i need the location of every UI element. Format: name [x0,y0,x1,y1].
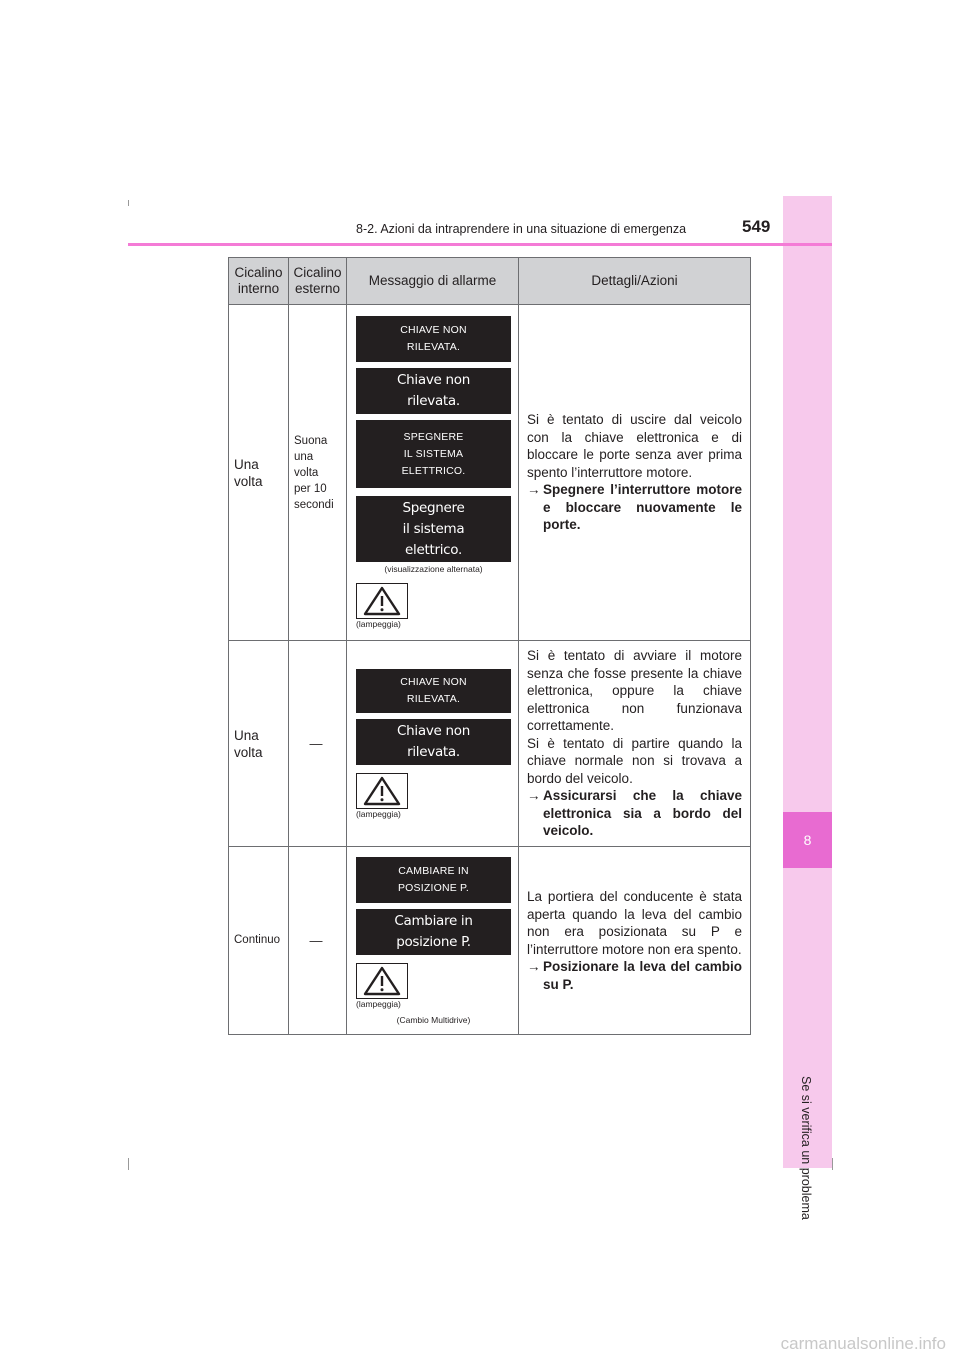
table-header-row [229,258,751,305]
chapter-number: 8 [783,812,832,868]
right-arrow-icon: → [527,482,541,498]
display-message-line: elettrico. [405,541,462,558]
display-message-line: il sistema [402,520,465,537]
no-sound-dash: — [309,735,323,751]
trim-mark [128,1158,129,1170]
display-message-line: CAMBIARE IN [398,864,469,877]
col-header-external-buzzer: Cicalino esterno [289,258,347,305]
display-message-line: Chiave non [397,372,470,388]
display-message-line: RILEVATA. [406,341,461,353]
transmission-note: (Cambio Multidrive) [396,1014,471,1025]
warning-note: (lampeggia) [356,998,401,1009]
display-message [356,496,511,562]
warning-light-box [356,773,408,809]
right-arrow-icon: → [527,788,541,804]
header-rule [128,243,832,246]
table-row [229,305,751,641]
display-message-line: IL SISTEMA [403,447,464,460]
watermark: carmanualsonline.info [780,1334,946,1353]
display-message [356,669,511,713]
warning-note: (lampeggia) [356,619,401,629]
trim-mark [832,1158,833,1170]
display-message-line: CHIAVE NON [400,324,467,336]
action-text: Assicurarsi che la chiave elettronica sia a bordo del veicolo. [543,788,742,839]
display-message [356,420,511,488]
display-note: (visualizzazione alternata) [384,564,483,574]
display-message [356,719,511,765]
display-message-line: Cambiare in [394,912,473,929]
right-arrow-icon: → [527,959,541,974]
action-text: Posizionare la leva del cambio su P. [543,959,742,992]
warning-light-box [356,963,408,999]
details-text: Si è tentato di avviare il motore senza che fosse presente la chiave elettronica, oppure la chiave elettronica non funzionava correttamente. [527,648,742,734]
chapter-side-tab [783,196,832,1220]
col-header-details-actions: Dettagli/Azioni [519,258,751,305]
internal-buzzer-cell: Continuo [229,847,289,1035]
warning-triangle-icon [362,586,402,616]
warning-triangle-icon [362,776,402,806]
details-cell [519,847,751,1035]
alarm-table [228,257,751,1035]
external-buzzer-cell: Suona una volta per 10 secondi [289,305,347,641]
details-cell [519,305,751,641]
section-title: 8-2. Azioni da intraprendere in una situazione di emergenza [356,222,687,236]
trim-mark [128,200,129,206]
no-sound-dash: — [309,932,323,948]
table-row [229,847,751,1035]
action-instruction [527,481,742,534]
internal-buzzer-cell: Una volta [229,305,289,641]
display-message-line: POSIZIONE P. [397,881,470,894]
action-text: Spegnere l’interruttore motore e bloccare nuovamente le porte. [543,482,742,533]
internal-buzzer-cell: Una volta [229,641,289,847]
display-message [356,909,511,955]
display-message [356,857,511,903]
external-buzzer-cell [289,847,347,1035]
warning-note: (lampeggia) [356,808,401,819]
col-header-internal-buzzer: Cicalino interno [229,258,289,305]
display-message-line: Spegnere [402,499,465,516]
display-message-line: SPEGNERE [403,430,464,443]
warning-triangle-icon [362,966,402,996]
display-message-line: Chiave non [397,722,470,739]
external-buzzer-cell [289,641,347,847]
details-text: La portiera del conducente è stata aperta quando la leva del cambio non era posizionata su P e l’interruttore motore non era spento. [527,889,742,957]
table-row [229,641,751,847]
details-text: Si è tentato di uscire dal veicolo con la chiave elettronica e di bloccare le porte senza aver prima spento l’interruttore motore. [527,412,742,480]
message-cell [347,847,519,1035]
details-cell [519,641,751,847]
message-cell [347,305,519,641]
display-message [356,368,511,414]
action-instruction [527,787,742,840]
action-instruction [527,958,742,993]
details-text: Si è tentato di partire quando la chiave normale non si trovava a bordo del veicolo. [527,735,742,786]
display-message-line: rilevata. [407,393,460,409]
display-message-line: RILEVATA. [406,692,461,705]
col-header-warning-message: Messaggio di allarme [347,258,519,305]
display-message [356,316,511,362]
display-message-line: posizione P. [396,933,471,950]
message-cell [347,641,519,847]
warning-light-box [356,583,408,619]
page-number: 549 [742,217,771,236]
display-message-line: rilevata. [407,743,460,760]
display-message-line: ELETTRICO. [401,464,466,477]
display-message-line: CHIAVE NON [400,675,467,688]
chapter-title: Se si verifica un problema [799,1076,813,1220]
